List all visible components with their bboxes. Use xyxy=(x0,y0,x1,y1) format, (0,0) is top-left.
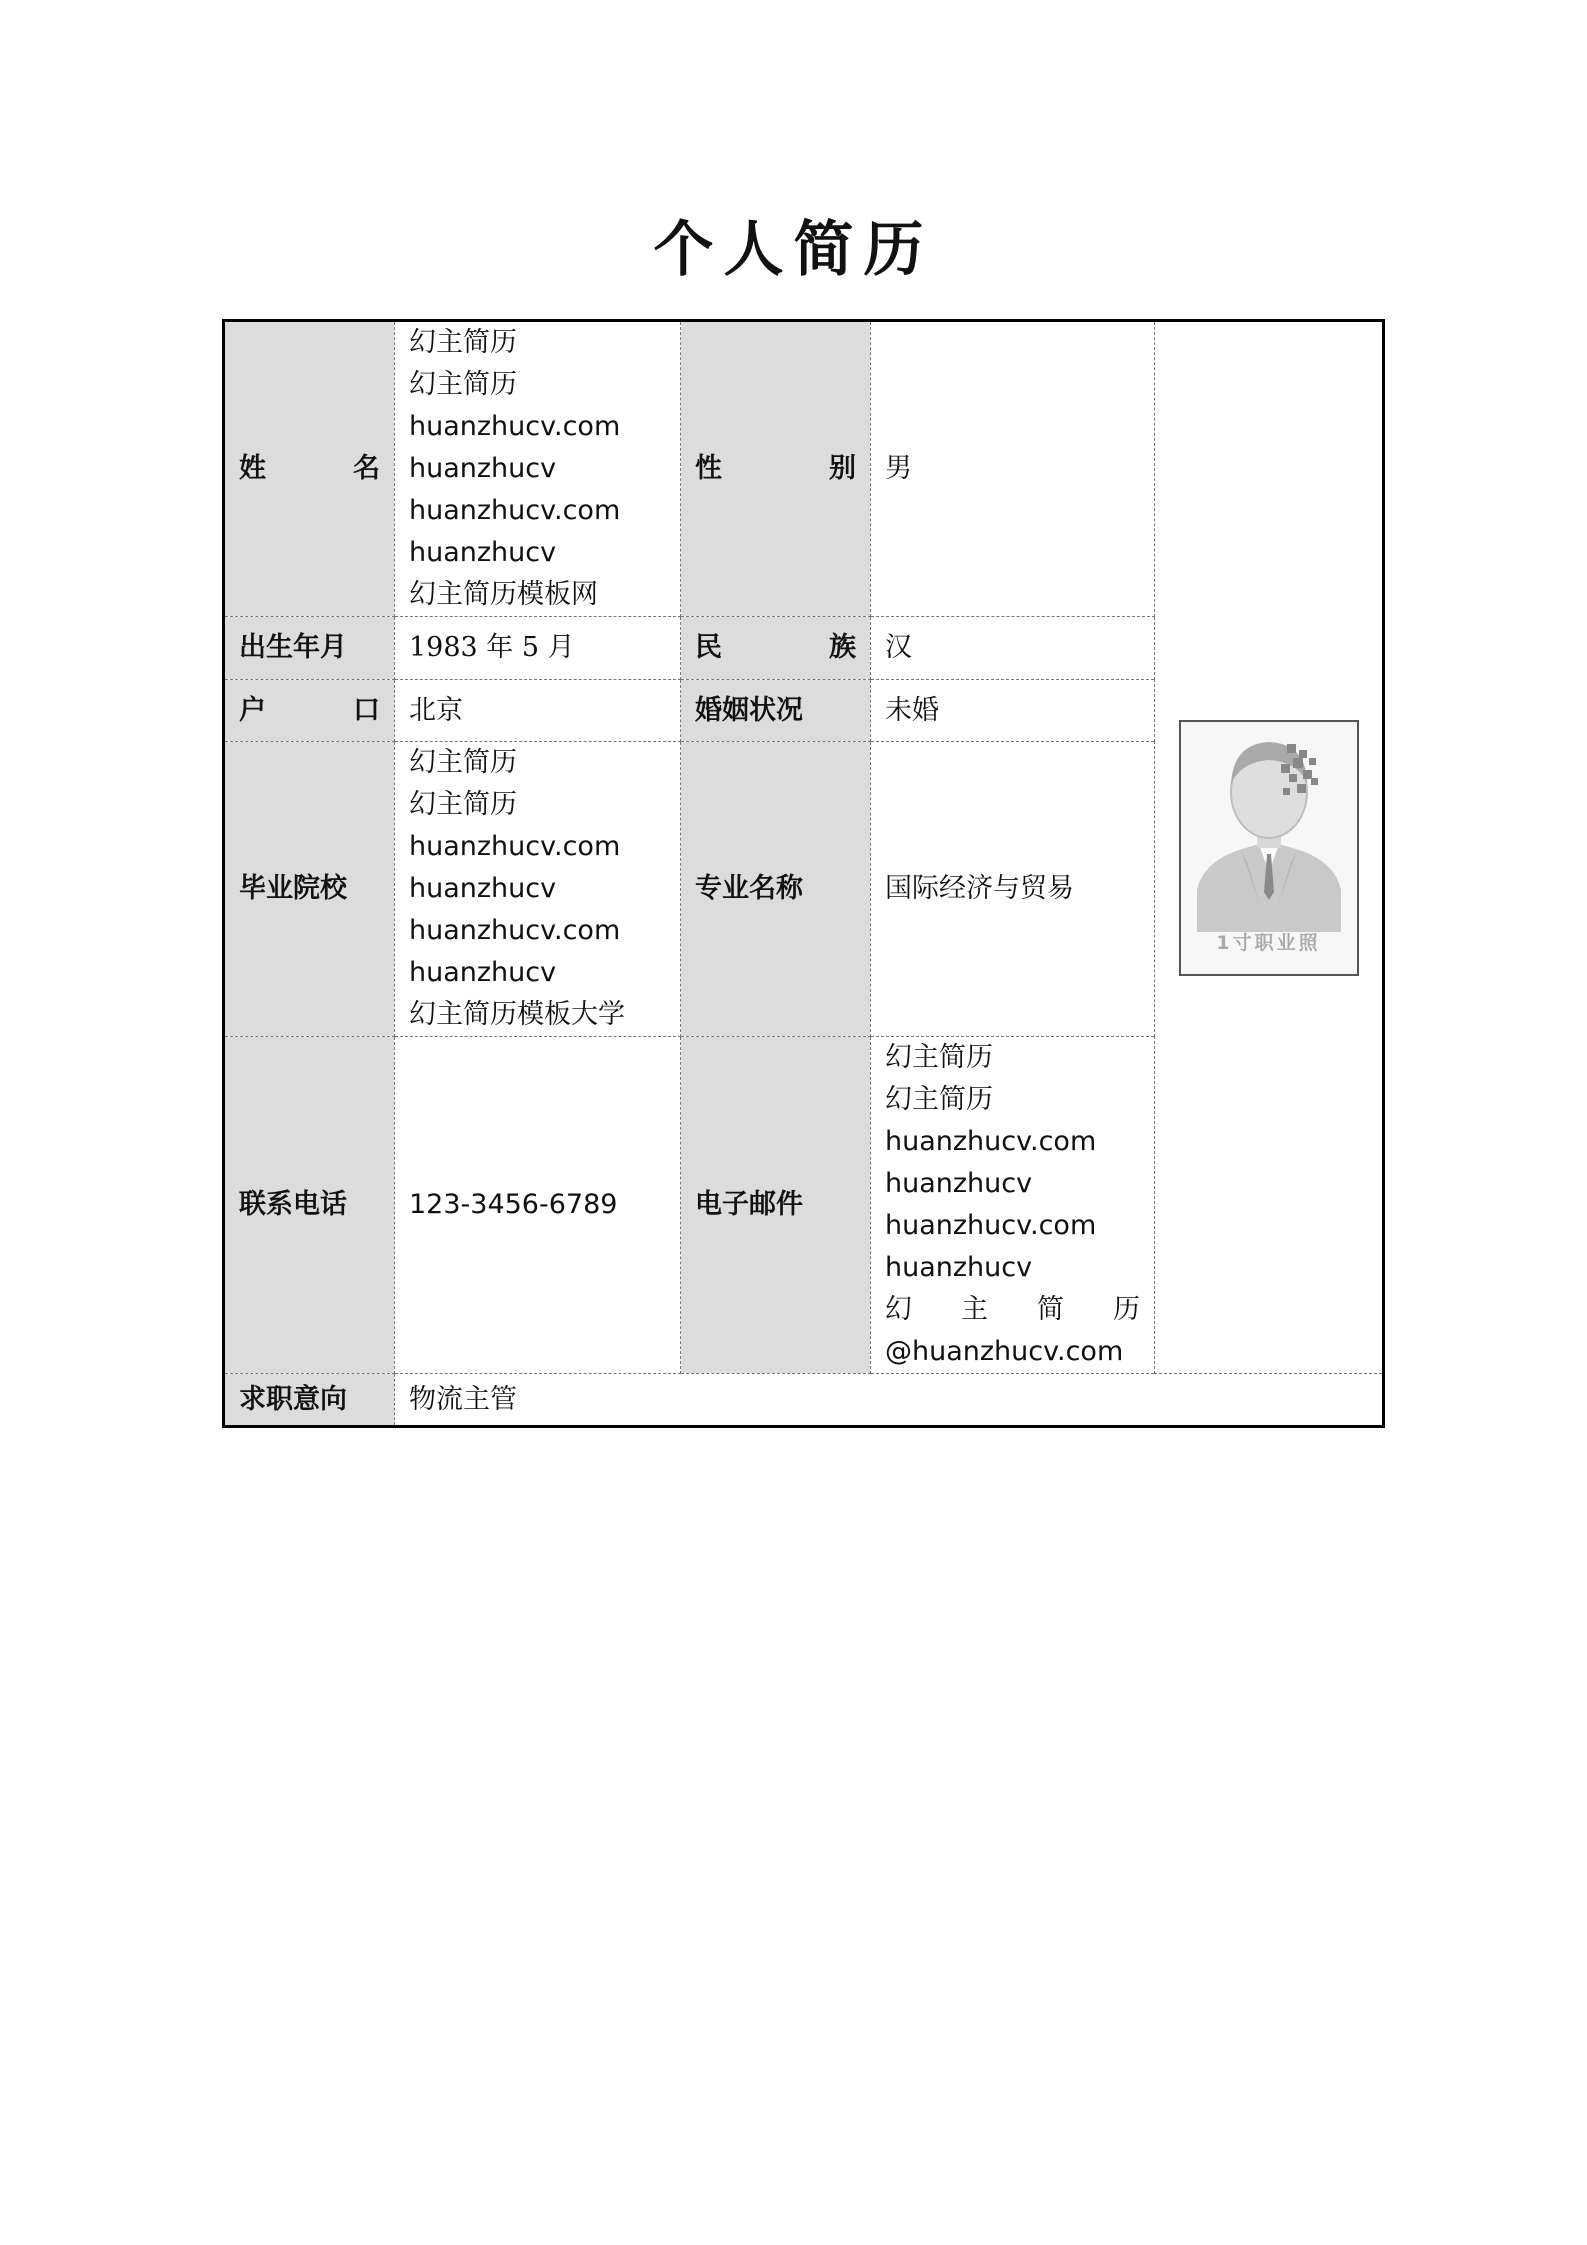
photo-cell xyxy=(1155,321,1384,1374)
row-name xyxy=(224,321,1384,617)
objective-label: 求职意向 xyxy=(224,1374,395,1427)
email-value-char: 历 xyxy=(1113,1294,1140,1325)
name-value-line: huanzhucv.com xyxy=(409,495,621,526)
name-value-line: 幻主简历 xyxy=(409,327,517,358)
school-value-line: huanzhucv xyxy=(409,957,557,988)
page-title: 个人简历 xyxy=(653,215,934,285)
email-value xyxy=(871,1037,1155,1374)
photo-caption: 1寸职业照 xyxy=(1216,931,1321,954)
phone-label: 联系电话 xyxy=(224,1037,395,1374)
name-value-line: 幻主简历模板网 xyxy=(409,579,598,610)
name-value xyxy=(395,321,681,617)
hukou-label-char: 口 xyxy=(353,694,380,726)
name-value-line: huanzhucv xyxy=(409,537,557,568)
name-label xyxy=(224,321,395,617)
gender-label xyxy=(681,321,871,617)
name-label-char: 姓 xyxy=(239,453,266,484)
email-label: 电子邮件 xyxy=(681,1037,871,1374)
ethnicity-label-char: 民 xyxy=(695,632,722,663)
gender-label-char: 性 xyxy=(695,453,722,484)
ethnicity-value: 汉 xyxy=(871,617,1155,680)
school-value xyxy=(395,742,681,1037)
hukou-label xyxy=(224,680,395,742)
email-value-line: huanzhucv.com xyxy=(885,1210,1097,1241)
school-value-line: huanzhucv xyxy=(409,873,557,904)
ethnicity-label-char: 族 xyxy=(829,632,856,663)
birth-value: 1983 年 5 月 xyxy=(395,617,681,680)
school-value-line: huanzhucv.com xyxy=(409,831,621,862)
hukou-value: 北京 xyxy=(395,680,681,742)
marital-label: 婚姻状况 xyxy=(681,680,871,742)
school-value-line: 幻主简历 xyxy=(409,747,517,778)
gender-label-char: 别 xyxy=(829,453,856,484)
row-objective xyxy=(224,1374,1384,1427)
email-value-char: 主 xyxy=(961,1294,988,1325)
resume-table xyxy=(222,319,1385,1428)
birth-label: 出生年月 xyxy=(224,617,395,680)
hukou-label-char: 户 xyxy=(239,694,266,726)
email-value-line: 幻主简历 xyxy=(885,1084,993,1115)
photo-placeholder xyxy=(1179,720,1359,976)
phone-value: 123-3456-6789 xyxy=(395,1037,681,1374)
school-value-line: 幻主简历模板大学 xyxy=(409,999,625,1030)
name-value-line: 幻主简历 xyxy=(409,369,517,400)
name-value-line: huanzhucv.com xyxy=(409,411,621,442)
email-value-char: 简 xyxy=(1037,1294,1064,1325)
ethnicity-label xyxy=(681,617,871,680)
email-value-line: huanzhucv xyxy=(885,1168,1033,1199)
email-value-line: 幻主简历 xyxy=(885,1042,993,1073)
gender-value: 男 xyxy=(871,321,1155,617)
name-label-char: 名 xyxy=(353,453,380,484)
email-value-line: @huanzhucv.com xyxy=(885,1336,1124,1367)
marital-value: 未婚 xyxy=(871,680,1155,742)
school-label: 毕业院校 xyxy=(224,742,395,1037)
school-value-line: huanzhucv.com xyxy=(409,915,621,946)
email-value-line xyxy=(885,1289,1140,1331)
major-label: 专业名称 xyxy=(681,742,871,1037)
major-value: 国际经济与贸易 xyxy=(871,742,1155,1037)
email-value-line: huanzhucv.com xyxy=(885,1126,1097,1157)
email-value-char: 幻 xyxy=(885,1294,912,1325)
name-value-line: huanzhucv xyxy=(409,453,557,484)
school-value-line: 幻主简历 xyxy=(409,789,517,820)
email-value-line: huanzhucv xyxy=(885,1252,1033,1283)
objective-value: 物流主管 xyxy=(395,1374,1384,1427)
